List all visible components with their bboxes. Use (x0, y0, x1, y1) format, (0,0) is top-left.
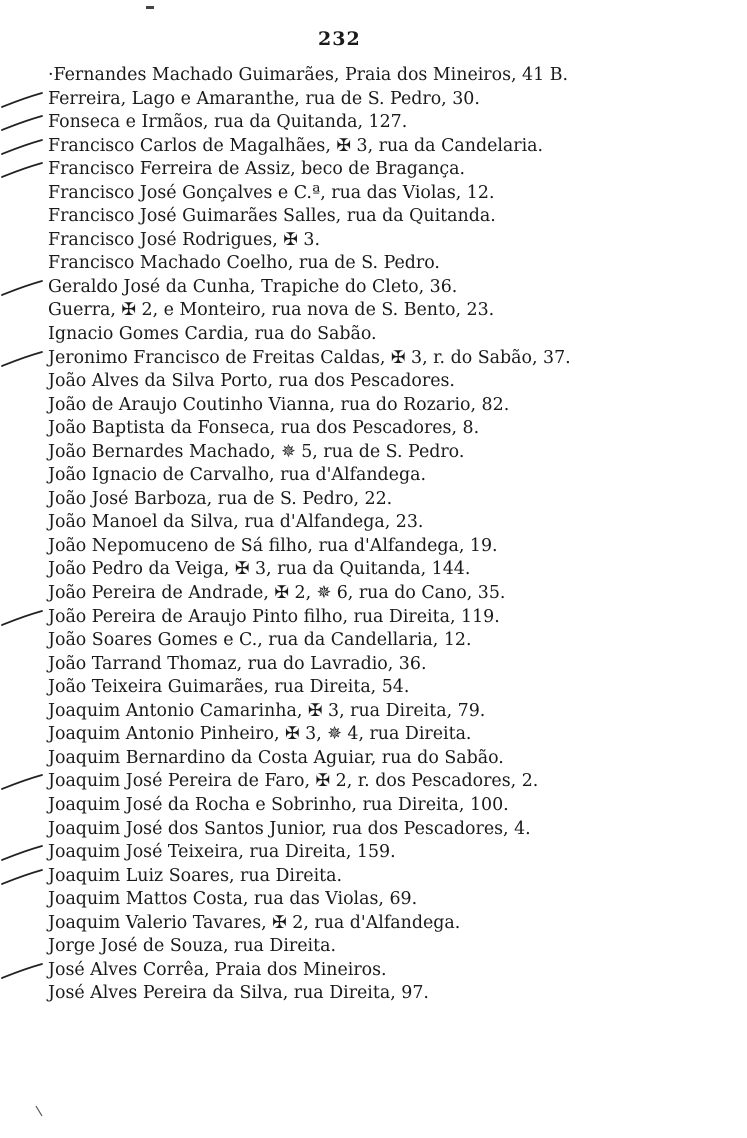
directory-entry (48, 64, 708, 88)
entry-text: Francisco Ferreira de Assiz, beco de Bragança. (48, 159, 466, 180)
entry-text: Ignacio Gomes Cardia, rua do Sabão. (48, 324, 377, 345)
entry-text: Joaquim Bernardino da Costa Aguiar, rua do Sabão. (48, 747, 504, 768)
entry-text: José Alves Pereira da Silva, rua Direita, 97. (48, 983, 429, 1004)
directory-entry (48, 205, 708, 229)
entry-text: João Pedro da Veiga, ✠ 3, rua da Quitanda, 144. (48, 559, 471, 580)
directory-entry (48, 606, 708, 630)
directory-entry (48, 935, 708, 959)
directory-entry (48, 229, 708, 253)
entry-text: João Soares Gomes e C., rua da Candellaria, 12. (48, 630, 472, 651)
directory-entry (48, 182, 708, 206)
entry-text: Guerra, ✠ 2, e Monteiro, rua nova de S. Bento, 23. (48, 300, 495, 321)
handwritten-check-mark (0, 772, 44, 792)
handwritten-check-mark (0, 113, 44, 133)
directory-entry (48, 653, 708, 677)
handwritten-check-mark (0, 349, 44, 369)
directory-entry (48, 511, 708, 535)
entry-text: Joaquim Antonio Pinheiro, ✠ 3, ✵ 4, rua Direita. (48, 724, 472, 745)
entry-text: Joaquim José dos Santos Junior, rua dos Pescadores, 4. (48, 818, 531, 839)
directory-entry (48, 488, 708, 512)
entry-text: Joaquim Luiz Soares, rua Direita. (48, 865, 343, 886)
entry-text: João Tarrand Thomaz, rua do Lavradio, 36. (48, 653, 427, 674)
entry-text: Joaquim Antonio Camarinha, ✠ 3, rua Direita, 79. (48, 700, 486, 721)
entry-text: João Alves da Silva Porto, rua dos Pescadores. (48, 371, 455, 392)
entry-text: Fonseca e Irmãos, rua da Quitanda, 127. (48, 112, 408, 133)
entry-text: Francisco Carlos de Magalhães, ✠ 3, rua da Candelaria. (48, 135, 544, 156)
directory-entry (48, 558, 708, 582)
directory-entry (48, 723, 708, 747)
entry-text: João de Araujo Coutinho Vianna, rua do Rozario, 82. (48, 394, 510, 415)
entry-text: Joaquim José da Rocha e Sobrinho, rua Direita, 100. (48, 794, 509, 815)
entry-text: João Nepomuceno de Sá filho, rua d'Alfandega, 19. (48, 535, 498, 556)
handwritten-check-mark (0, 137, 44, 157)
directory-entry (48, 865, 708, 889)
page-number: 232 (318, 28, 361, 50)
directory-entry (48, 535, 708, 559)
directory-entry (48, 111, 708, 135)
directory-entry (48, 252, 708, 276)
directory-entry (48, 582, 708, 606)
stray-ink-mark (34, 1104, 46, 1118)
directory-entry (48, 464, 708, 488)
entry-text: Geraldo José da Cunha, Trapiche do Cleto, 36. (48, 276, 458, 297)
directory-entry (48, 818, 708, 842)
directory-entry (48, 912, 708, 936)
directory-entry (48, 135, 708, 159)
entry-text: Francisco José Rodrigues, ✠ 3. (48, 229, 320, 250)
handwritten-check-mark (0, 278, 44, 298)
directory-entry (48, 370, 708, 394)
directory-entry (48, 982, 708, 1006)
entry-text: Joaquim Valerio Tavares, ✠ 2, rua d'Alfandega. (48, 912, 461, 933)
entry-text: João Pereira de Araujo Pinto filho, rua Direita, 119. (48, 606, 500, 627)
directory-entry (48, 394, 708, 418)
entry-text: Jeronimo Francisco de Freitas Caldas, ✠ 3, r. do Sabão, 37. (48, 347, 571, 368)
directory-entry (48, 441, 708, 465)
directory-entry (48, 88, 708, 112)
directory-entry (48, 770, 708, 794)
entry-text: Jorge José de Souza, rua Direita. (48, 936, 336, 957)
entry-text: João Bernardes Machado, ✵ 5, rua de S. Pedro. (48, 441, 465, 462)
top-ink-tick (146, 6, 154, 9)
directory-entry (48, 700, 708, 724)
directory-entry (48, 747, 708, 771)
entry-text: Ferreira, Lago e Amaranthe, rua de S. Pedro, 30. (48, 88, 480, 109)
handwritten-check-mark (0, 608, 44, 628)
directory-entry (48, 417, 708, 441)
directory-entry (48, 158, 708, 182)
directory-entry (48, 347, 708, 371)
directory-entry (48, 299, 708, 323)
directory-entry (48, 959, 708, 983)
handwritten-check-mark (0, 843, 44, 863)
entry-text: João Pereira de Andrade, ✠ 2, ✵ 6, rua do Cano, 35. (48, 583, 506, 604)
directory-entry (48, 676, 708, 700)
directory-entry (48, 276, 708, 300)
directory-entry (48, 794, 708, 818)
entry-text: Joaquim Mattos Costa, rua das Violas, 69. (48, 889, 418, 910)
entry-text: Francisco José Gonçalves e C.ª, rua das Violas, 12. (48, 182, 495, 203)
directory-entry (48, 323, 708, 347)
entry-text: ·Fernandes Machado Guimarães, Praia dos Mineiros, 41 B. (48, 65, 569, 85)
entry-text: Francisco Machado Coelho, rua de S. Pedro. (48, 253, 440, 274)
handwritten-check-mark (0, 961, 44, 981)
entry-text: João José Barboza, rua de S. Pedro, 22. (48, 488, 393, 509)
entry-text: Joaquim José Teixeira, rua Direita, 159. (48, 842, 396, 863)
entry-text: João Ignacio de Carvalho, rua d'Alfandega. (48, 465, 427, 486)
handwritten-check-mark (0, 160, 44, 180)
handwritten-check-mark (0, 90, 44, 110)
directory-entry (48, 841, 708, 865)
directory-entry (48, 888, 708, 912)
entry-text: Francisco José Guimarães Salles, rua da Quitanda. (48, 206, 496, 227)
entry-text: João Teixeira Guimarães, rua Direita, 54. (48, 677, 410, 698)
entry-text: João Baptista da Fonseca, rua dos Pescadores, 8. (48, 418, 480, 439)
entry-text: João Manoel da Silva, rua d'Alfandega, 23. (48, 512, 424, 533)
entry-text: Joaquim José Pereira de Faro, ✠ 2, r. dos Pescadores, 2. (48, 771, 539, 792)
entry-text: José Alves Corrêa, Praia dos Mineiros. (48, 959, 387, 980)
directory-entry (48, 629, 708, 653)
directory-list (48, 64, 708, 1006)
handwritten-check-mark (0, 867, 44, 887)
